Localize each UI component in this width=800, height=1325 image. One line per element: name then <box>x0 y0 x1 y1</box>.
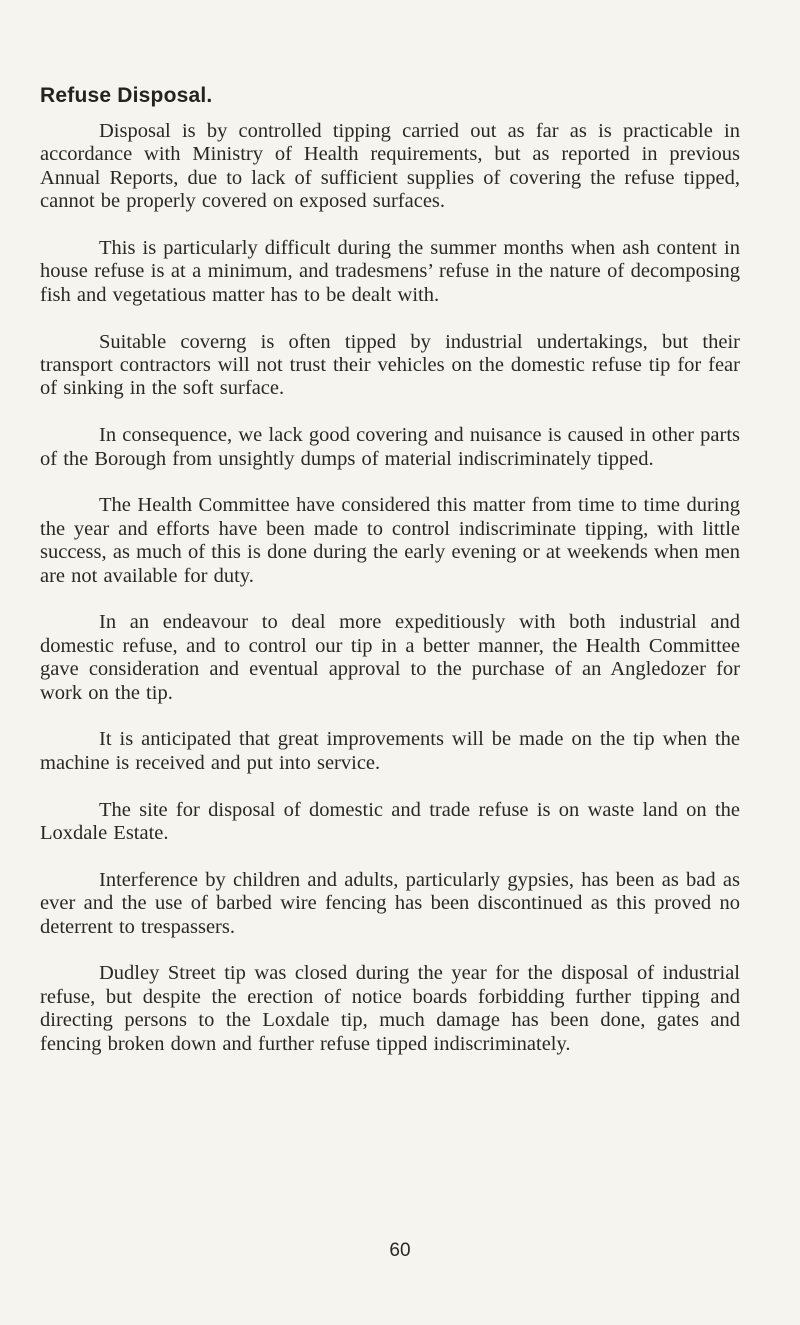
body-text <box>40 120 740 1056</box>
page-number: 60 <box>389 1240 411 1261</box>
paragraph-health-committee: The Health Committee have considered this matter from time to time during the year and efforts have been made to control indiscriminate tipping, with little success, as much of this is done during the early evening or at weekends when men are not available for duty. <box>40 494 740 587</box>
paragraph-summer-difficulty: This is particularly difficult during the summer months when ash content in house refuse is at a minimum, and tradesmens’ refuse in the nature of decomposing fish and vegetatious matter has to be dealt with. <box>40 237 740 306</box>
section-heading: Refuse Disposal. <box>40 84 213 107</box>
paragraph-disposal-site: The site for disposal of domestic and trade refuse is on waste land on the Loxdale Estate. <box>40 798 740 845</box>
paragraph-nuisance: In consequence, we lack good covering and nuisance is caused in other parts of the Borough from unsightly dumps of material indiscriminately tipped. <box>40 424 740 470</box>
paragraph-angledozer: In an endeavour to deal more expeditiously with both industrial and domestic refuse, and to control our tip in a better manner, the Health Committee gave consideration and eventual approval to the purchase of an Angledozer for work on the tip. <box>40 611 740 704</box>
paragraph-interference: Interference by children and adults, particularly gypsies, has been as bad as ever and the use of barbed wire fencing has been discontinued as this proved no deterrent to trespassers. <box>40 868 740 938</box>
paragraph-disposal-method: Disposal is by controlled tipping carried out as far as is practicable in accordance with Ministry of Health requirements, but as reported in previous Annual Reports, due to lack of sufficient supplies of covering the refuse tipped, cannot be properly covered on exposed surfaces. <box>40 120 740 213</box>
paragraph-improvements: It is anticipated that great improvements will be made on the tip when the machine is received and put into service. <box>40 728 740 774</box>
paragraph-industrial-covering: Suitable coverng is often tipped by industrial undertakings, but their transport contractors will not trust their vehicles on the domestic refuse tip for fear of sinking in the soft surface. <box>40 330 740 400</box>
paragraph-dudley-street-tip: Dudley Street tip was closed during the year for the disposal of industrial refuse, but despite the erection of notice boards forbidding further tipping and directing persons to the Loxdale tip, much damage has been done, gates and fencing broken down and further refuse tipped indiscriminately. <box>40 962 740 1055</box>
